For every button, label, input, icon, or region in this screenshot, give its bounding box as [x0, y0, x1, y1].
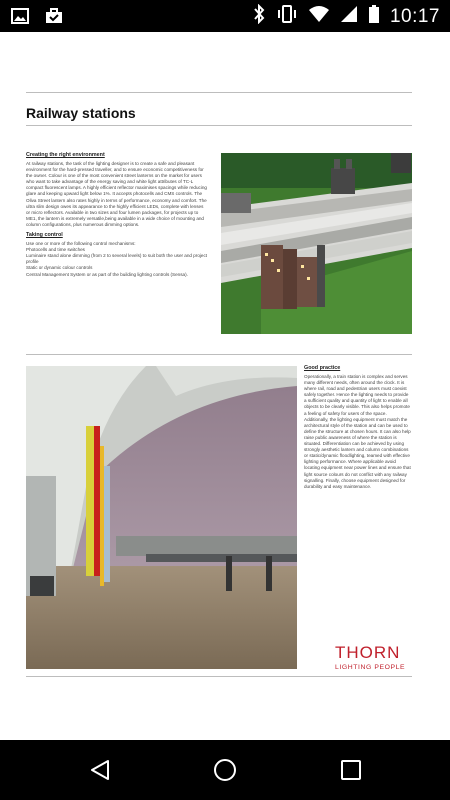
station-interior-photo [26, 366, 297, 669]
divider [26, 354, 412, 355]
brand-name: THORN [335, 643, 401, 662]
status-bar [0, 0, 450, 32]
page-title: Railway stations [26, 105, 136, 121]
vibrate-icon [276, 4, 298, 29]
recents-button[interactable] [339, 758, 363, 787]
list-item: Luminaire stand alone dimming (from 2 to several levels) to suit both the user and project profile [26, 253, 208, 265]
section-heading-good-practice: Good practice [304, 365, 341, 371]
wifi-icon [308, 4, 330, 29]
navigation-bar [0, 740, 450, 800]
aerial-station-render [221, 153, 412, 334]
environment-paragraph: At railway stations, the task of the lighting designer is to create a safe and pleasant environment for the hard-pressed traveller, and to ensure economic competitiveness for the owner. Colour is one of the most convenient street lanterns on the market for users who want to take advantage of the energy saving and white light attributes of TC-L compact fluorescent lamps. A highly efficient reflector maximises spacings while reducing glare and keeping upward light below 1%. It accepts photocells and CMS controls. The Oliva Street lantern also rates highly in terms of performance, economy and comfort. The ultra slim design owes its appearance to the highly efficient LEDs, complete with lenses or micro reflectors. Available in two sizes and four lumen packages, for projects up to ME1, the lantern is extremely versatile,being available in a wide choice of mounting and column configurations, plus numerous dimming options. [26, 161, 207, 227]
document-page[interactable] [0, 32, 450, 740]
divider [26, 676, 412, 677]
right-text-column [304, 365, 412, 490]
divider [26, 125, 412, 126]
bluetooth-icon [252, 4, 266, 29]
brand-tagline: LIGHTING PEOPLE [335, 664, 406, 671]
list-item: Central Management System or as part of the building lighting controls (Sensa). [26, 271, 188, 277]
section-heading-environment: Creating the right environment [26, 152, 105, 158]
good-practice-paragraph: Operationally, a train station is complex and serves many different needs, often around the clock. It is where rail, road and pedestrian users must coexist safely together. Hence the lighting needs to provide a sufficient quality and quantity of light to enable all objects to be clearly visible. This also helps promote a feeling of safety for users of the space. Additionally, the lighting equipment must match the architectural style of the station and can be used to define the structure at chosen hours. It can also help raise public awareness of where the station is situated. Differentiation can be achieved by using strongly aesthetic lantern and column combinations or static/dynamic floodlighting, teamed with effective lighting performance. Where applicable avoid locating equipment near power lines and ensure that light source colours do not conflict with any railway signalling. Finally, choose equipment designed for durability and easy maintenance. [304, 374, 411, 489]
back-button[interactable] [88, 758, 112, 787]
control-list [26, 241, 208, 278]
thorn-logo [335, 643, 405, 671]
image-icon [10, 6, 30, 31]
list-item: Use one or more of the following control mechanisms: [26, 241, 136, 247]
divider [26, 92, 412, 93]
battery-icon [368, 4, 380, 29]
left-text-column [26, 152, 208, 278]
home-button[interactable] [213, 758, 237, 787]
briefcase-icon [44, 6, 64, 31]
list-item: Photocells and time switches [26, 247, 85, 253]
section-heading-control: Taking control [26, 232, 63, 239]
signal-icon [340, 4, 358, 29]
clock-time: 10:17 [389, 5, 440, 27]
list-item: Static or dynamic colour controls [26, 265, 93, 271]
